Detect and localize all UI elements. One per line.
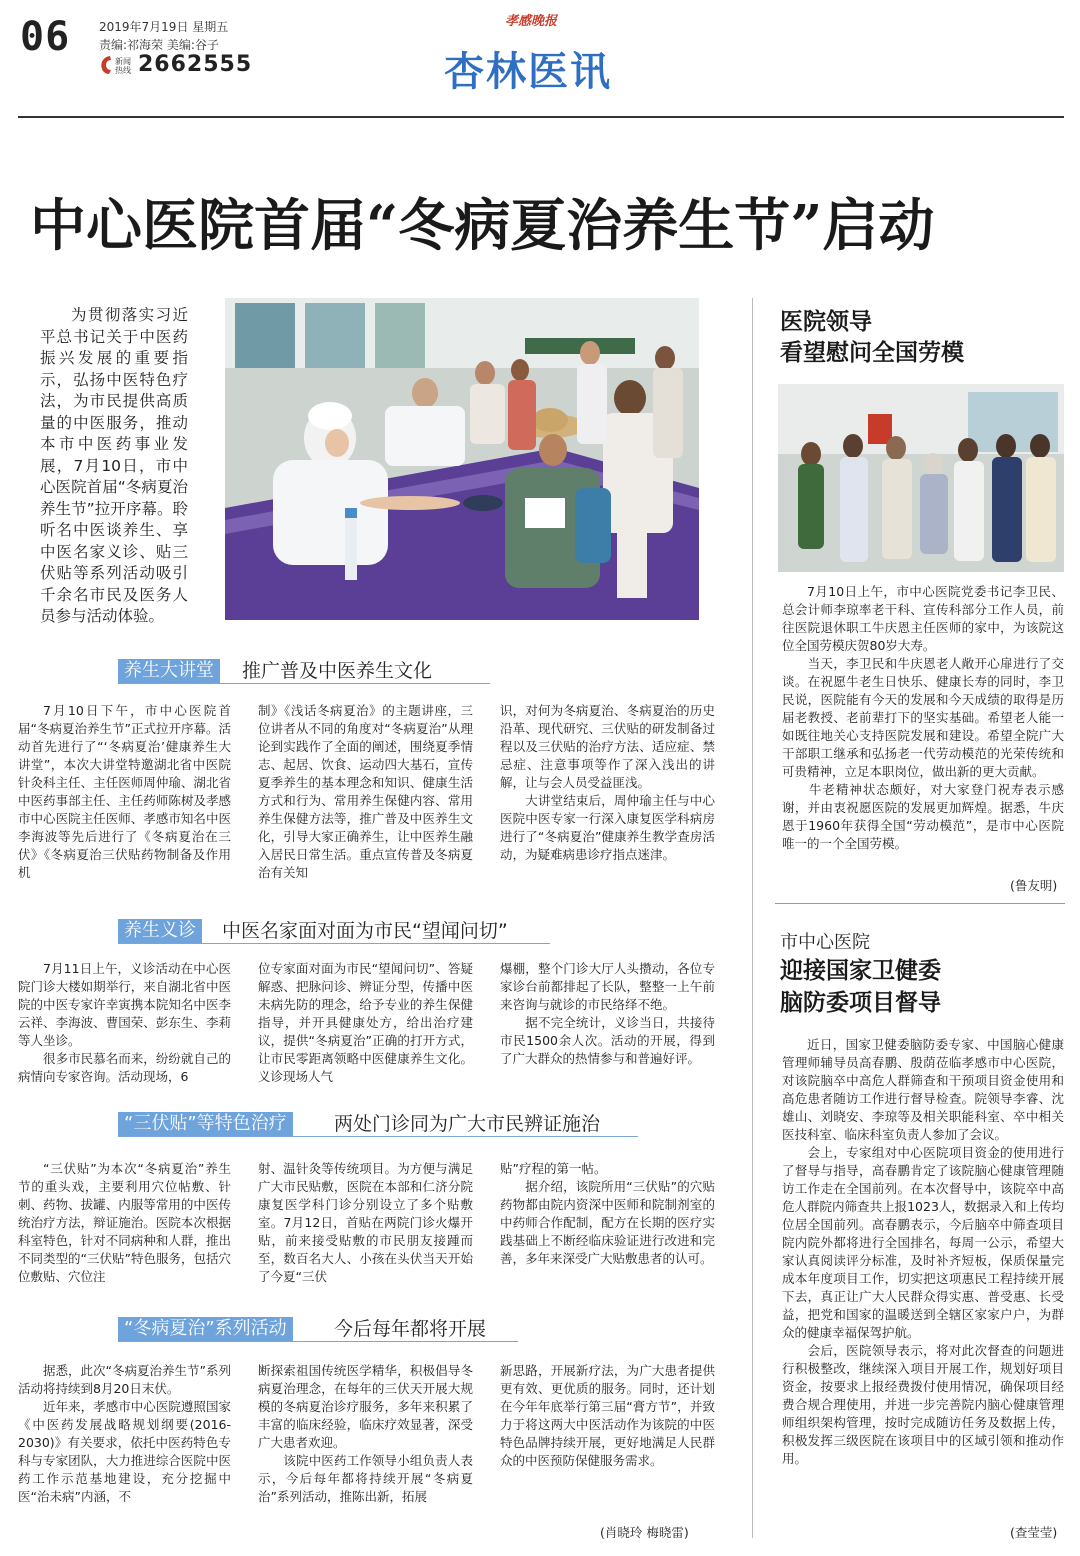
section-2-title: 中医名家面对面为市民“望闻问切” bbox=[222, 920, 508, 942]
hotline-label: 新闻热线 bbox=[115, 57, 131, 75]
section-4-col-2: 断探索祖国传统医学精华，积极倡导冬病夏治理念，在每年的三伏天开展大规模的冬病夏治诊疗服务，多年来积累了丰富的临床经验，临床疗效显著，深受广大患者欢迎。 该院中医药工作领导小组负责人表示，今后每年都将持续开展“冬病夏治”系列活动，推陈出新，拓展 bbox=[258, 1363, 473, 1504]
section-4-title: 今后每年都将开展 bbox=[334, 1318, 487, 1340]
event-photo bbox=[225, 298, 699, 620]
right-column-divider bbox=[775, 903, 1065, 904]
date-line: 2019年7月19日 星期五 bbox=[99, 20, 229, 34]
header-rule bbox=[18, 116, 1064, 118]
side-story-2-title-line-1: 迎接国家卫健委 bbox=[780, 957, 941, 984]
section-1-tag: 养生大讲堂 bbox=[118, 659, 220, 683]
page-number: 06 bbox=[20, 14, 71, 60]
section-2-tag: 养生义诊 bbox=[118, 919, 202, 943]
section-3-title: 两处门诊同为广大市民辨证施治 bbox=[334, 1113, 601, 1135]
side-story-2-body: 近日，国家卫健委脑防委专家、中国脑心健康管理师辅导员高春鹏、殷荫莅临孝感市中心医院，对该院脑卒中高危人群筛查和干预项目资金使用和高危患者随访工作进行督导检查。院领导李睿、沈雄山、刘晓安、李琼等及相关职能科室、卒中相关医技科室、临床科室负责人参加了会议。 会上，专家组对中心医院项目资金的使用进行了督导与指导，高春鹏肯定了该院脑心健康管理随访工作走在全国前列。在本次督导中，该院卒中高危人群院内筛查共上报1023人，数据录入和上传均位居全国前列。高春鹏表示，今后脑卒中筛查项目院内院外都将进行全国排名，每周一公示，希望大家认真阅读评分标准，及时补齐短板，保质保量完成本年度项目工作，切实把这项惠民工程持续开展下去，真正让广大人民群众得实惠、普受惠、长受益，把党和国家的温暖送到全辖区家家户户，为群众的健康幸福保驾护航。 会后，医院领导表示，将对此次督查的问题进行积极整改，继续深入项目开展工作，规划好项目资金，按要求上报经费拨付使用情况，确保项目经费合规合理使用，并进一步完善院内脑心健康管理师组织架构管理，按时完成随访任务及数据上传，积极发挥三级医院在该项目中的区域引领和推动作用。 bbox=[782, 1037, 1064, 1466]
side-story-1-body: 7月10日上午，市中心医院党委书记李卫民、总会计师李琼率老干科、宣传科部分工作人员，前往医院退休职工牛庆恩主任医师的家中，为该院这位全国劳模庆贺80岁大寿。 当天，李卫民和牛庆恩老人敞开心扉进行了交谈。在祝愿牛老生日快乐、健康长寿的同时，李卫民说，医院能有今天的发展和今天成绩的取得是历届老教授、老前辈打下的坚实基础。希望老人能一如既往地关心支持医院发展和建设。希望全院广大干部职工继承和弘扬老一代劳动模范的光荣传统和可贵精神，立足本职岗位，做出新的更大贡献。 牛老精神状态颇好，对大家登门祝寿表示感谢，并由衷祝愿医院的发展更加辉煌。据悉，牛庆恩于1960年获得全国“劳动模范”，是市中心医院唯一的一个全国劳模。 bbox=[782, 584, 1064, 851]
side-story-2-byline: (查莹莹) bbox=[1010, 1525, 1058, 1540]
section-1-col-3: 识，对何为冬病夏治、冬病夏治的历史沿革、现代研究、三伏贴的研发制备过程以及三伏贴的治疗方法、适应症、禁忌症、注意事项等作了深入浅出的讲解，让与会人员受益匪浅。 大讲堂结束后，周仲瑜主任与中心医院中医专家一行深入康复医学科病房进行了“冬病夏治”健康养生教学查房活动，为疑难病患诊疗指点迷津。 bbox=[500, 703, 715, 862]
side-story-1-title-line-2: 看望慰问全国劳模 bbox=[780, 339, 964, 366]
section-2-col-3: 爆棚，整个门诊大厅人头攒动，各位专家诊台前都排起了长队，整整一上午前来咨询与就诊的市民络绎不绝。 据不完全统计，义诊当日，共接待市民1500余人次。活动的开展，得到了广大群众的热情参与和普遍好评。 bbox=[500, 961, 715, 1066]
visit-photo bbox=[778, 384, 1064, 572]
column-separator bbox=[752, 298, 753, 1538]
lead-paragraph: 为贯彻落实习近平总书记关于中医药振兴发展的重要指示，弘扬中医特色疗法，为市民提供高质量的中医服务，推动本市中医药事业发展，7月10日，市中心医院首届“冬病夏治养生节”拉开序幕。聆听名中医谈养生、享中医名家义诊、贴三伏贴等系列活动吸引千余名市民及医务人员参与活动体验。 bbox=[40, 306, 188, 625]
section-1-col-2: 制》《浅话冬病夏治》的主题讲座，三位讲者从不同的角度对“冬病夏治”从理论到实践作了全面的阐述，围绕夏季情志、起居、饮食、运动四大基石，宣传夏季养生的基本理念和知识、健康生活方式和行为、常用养生保健内容、常用养生保健方法等，推广普及中医养生文化，引导大家正确养生，让中医养生融入居民日常生活。重点宣传普及冬病夏治有关知 bbox=[258, 703, 473, 880]
section-3-tag: “三伏贴”等特色治疗 bbox=[118, 1112, 293, 1136]
section-1-title: 推广普及中医养生文化 bbox=[242, 660, 433, 682]
side-story-2-kicker: 市中心医院 bbox=[780, 932, 870, 953]
hotline-number: 2662555 bbox=[138, 52, 253, 77]
section-2-col-2: 位专家面对面为市民“望闻问切”、答疑解惑、把脉问诊、辨证分型，传播中医未病先防的理念，给予专业的养生保健指导，并开具健康处方，给出治疗建议，提供“冬病夏治”正确的打开方式，让市民零距离领略中医健康养生文化。义诊现场人气 bbox=[258, 961, 473, 1084]
section-1-col-1: 7月10日下午，市中心医院首届“冬病夏治养生节”正式拉开序幕。活动首先进行了“‘冬病夏治’健康养生大讲堂”，本次大讲堂特邀湖北省中医院针灸科主任、主任医师周仲瑜、湖北省中医药事部主任、主任药师陈树及孝感市中心医院主任医师、孝感市知名中医李海波等先后进行了《冬病夏治在三伏》《冬病夏治三伏贴药物制备及作用机 bbox=[18, 703, 231, 880]
editors-line: 责编:祁海荣 美编:谷子 bbox=[99, 38, 219, 52]
side-story-1-title-line-1: 医院领导 bbox=[780, 308, 872, 335]
section-4-col-3: 新思路，开展新疗法，为广大患者提供更有效、更优质的服务。同时，还计划在今年年底举行第三届“膏方节”，并致力于将这两大中医活动作为该院的中医特色品牌持续开展，更好地满足人民群众的中医预防保健服务需求。 bbox=[500, 1363, 715, 1468]
section-4-col-1: 据悉，此次“冬病夏治养生节”系列活动将持续到8月20日末伏。 近年来，孝感市中心医院遵照国家《中医药发展战略规划纲要(2016-2030)》有关要求，依托中医药特色专科与专家团队，大力推进综合医院中医药工作示范基地建设，充分挖掘中医“治未病”内涵，不 bbox=[18, 1363, 231, 1504]
newspaper-logo: 孝感晚报 bbox=[505, 14, 558, 29]
section-3-col-1: “三伏贴”为本次“冬病夏治”养生节的重头戏，主要利用穴位帖敷、针刺、药物、拔罐、内服等常用的中医传统治疗方法，辩证施治。医院本次根据科室特色，针对不同病种和人群，推出不同类型的“三伏贴”特色服务，包括穴位敷贴、穴位注 bbox=[18, 1161, 231, 1284]
section-4-tag: “冬病夏治”系列活动 bbox=[118, 1317, 293, 1341]
phone-icon bbox=[99, 55, 115, 75]
main-headline: 中心医院首届“冬病夏治养生节”启动 bbox=[30, 193, 935, 259]
section-2-col-1: 7月11日上午，义诊活动在中心医院门诊大楼如期举行，来自湖北省中医院的中医专家许幸寅携本院知名中医李云祥、李海波、曹国荣、彭东生、李莉等人坐诊。 很多市民慕名而来，纷纷就自己的病情向专家咨询。活动现场，6 bbox=[18, 961, 231, 1084]
section-3-col-3: 贴”疗程的第一帖。 据介绍，该院所用“三伏贴”的穴贴药物都由院内资深中医师和院制剂室的中药师合作配制，配方在长期的医疗实践基础上不断经临床验证进行改进和完善，多年来深受广大贴敷患者的认可。 bbox=[500, 1161, 715, 1266]
section-4-byline: (肖晓玲 梅晓雷) bbox=[600, 1525, 689, 1540]
side-story-1-byline: (鲁友明) bbox=[1010, 878, 1058, 893]
section-3-col-2: 射、温针灸等传统项目。为方便与满足广大市民贴敷，医院在本部和仁济分院康复医学科门诊分别设立了多个贴敷室。7月12日，首贴在两院门诊火爆开贴，前来接受贴敷的市民朋友接踵而至，数百名大人、小孩在头伏当天开始了今夏“三伏 bbox=[258, 1161, 473, 1284]
section-title: 杏林医讯 bbox=[444, 49, 612, 95]
side-story-2-title-line-2: 脑防委项目督导 bbox=[780, 989, 941, 1016]
